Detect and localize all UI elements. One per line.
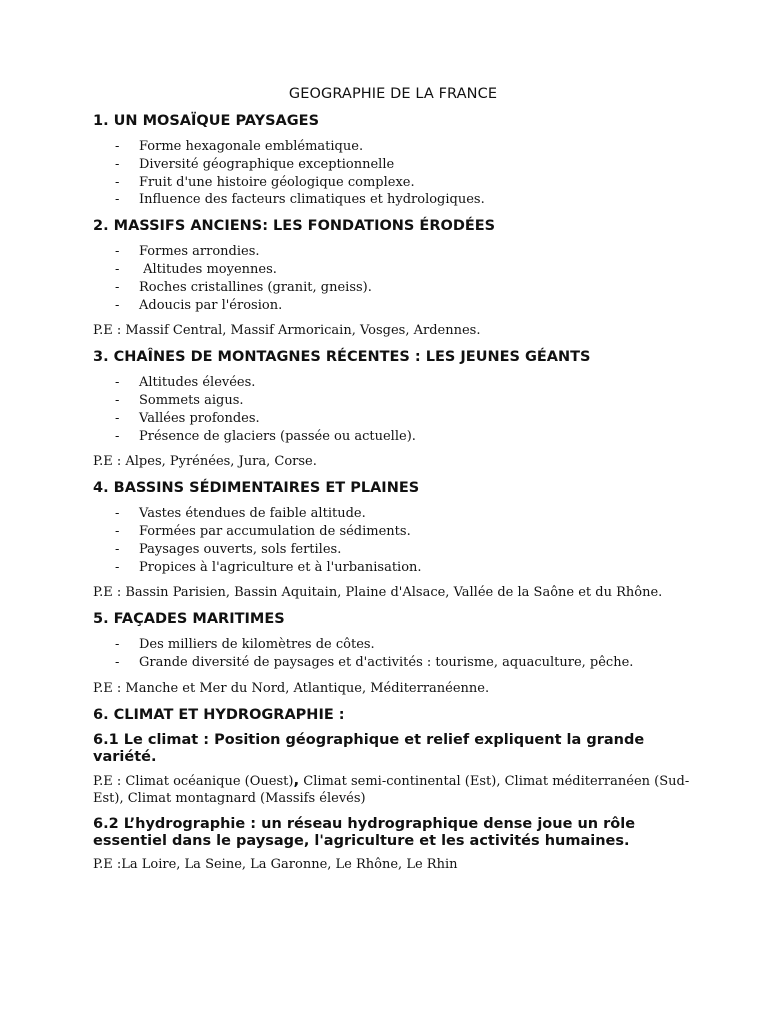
- bullet-list: [93, 243, 693, 314]
- example-paragraph: P.E : Manche et Mer du Nord, Atlantique, Méditerranéenne.: [93, 680, 490, 696]
- list-item: - Vastes étendues de faible altitude.: [93, 505, 693, 523]
- document-title: GEOGRAPHIE DE LA FRANCE: [288, 86, 498, 102]
- section-heading: 3. CHAÎNES DE MONTAGNES RÉCENTES : LES JEUNES GÉANTS: [93, 349, 591, 366]
- bullet-list: [93, 374, 693, 445]
- section-heading: 6. CLIMAT ET HYDROGRAPHIE :: [93, 706, 345, 723]
- list-item: - Vallées profondes.: [93, 410, 693, 428]
- document-page: [93, 86, 693, 882]
- section-1: [93, 112, 693, 209]
- list-item: - Formées par accumulation de sédiments.: [93, 523, 693, 541]
- list-item: - Fruit d'une histoire géologique complexe.: [93, 174, 693, 192]
- list-item: - Grande diversité de paysages et d'activités : tourisme, aquaculture, pêche.: [93, 654, 693, 672]
- section-heading: 4. BASSINS SÉDIMENTAIRES ET PLAINES: [93, 480, 420, 497]
- list-item: - Altitudes moyennes.: [93, 261, 693, 279]
- list-item: - Influence des facteurs climatiques et hydrologiques.: [93, 191, 693, 209]
- bullet-list: [93, 505, 693, 576]
- section-heading: 2. MASSIFS ANCIENS: LES FONDATIONS ÉRODÉES: [93, 218, 496, 235]
- section-4: [93, 479, 693, 602]
- bullet-list: [93, 636, 693, 672]
- section-heading: 5. FAÇADES MARITIMES: [93, 611, 285, 628]
- subsection-heading: 6.1 Le climat : Position géographique et relief expliquent la grande variété.: [93, 731, 645, 765]
- list-item: - Paysages ouverts, sols fertiles.: [93, 541, 693, 559]
- list-item: - Présence de glaciers (passée ou actuelle).: [93, 428, 693, 446]
- bullet-list: [93, 138, 693, 209]
- section-5: [93, 610, 693, 697]
- example-text: P.E : Climat océanique (Ouest): [93, 773, 294, 789]
- subsection-heading: 6.2 L’hydrographie : un réseau hydrographique dense joue un rôle essentiel dans le paysage, l'agriculture et les activités humaines.: [93, 816, 636, 850]
- section-3: [93, 348, 693, 471]
- list-item: - Adoucis par l'érosion.: [93, 297, 693, 315]
- list-item: - Forme hexagonale emblématique.: [93, 138, 693, 156]
- example-paragraph: [93, 772, 693, 809]
- list-item: - Formes arrondies.: [93, 243, 693, 261]
- example-text: Climat semi-continental (Est), Climat méditerranéen (Sud-Est), Climat montagnard (Massifs élevés): [93, 773, 690, 807]
- list-item: - Propices à l'agriculture et à l'urbanisation.: [93, 559, 693, 577]
- list-item: - Diversité géographique exceptionnelle: [93, 156, 693, 174]
- example-text: ,: [293, 770, 300, 789]
- example-paragraph: P.E :La Loire, La Seine, La Garonne, Le Rhône, Le Rhin: [93, 857, 458, 873]
- list-item: - Sommets aigus.: [93, 392, 693, 410]
- example-paragraph: P.E : Alpes, Pyrénées, Jura, Corse.: [93, 454, 317, 470]
- list-item: - Altitudes élevées.: [93, 374, 693, 392]
- section-2: [93, 217, 693, 340]
- section-heading: 1. UN MOSAÏQUE PAYSAGES: [93, 113, 320, 129]
- section-6: [93, 706, 693, 874]
- example-paragraph: P.E : Bassin Parisien, Bassin Aquitain, Plaine d'Alsace, Vallée de la Saône et du Rhône.: [93, 585, 663, 601]
- example-paragraph: P.E : Massif Central, Massif Armoricain, Vosges, Ardennes.: [93, 323, 481, 339]
- list-item: - Des milliers de kilomètres de côtes.: [93, 636, 693, 654]
- list-item: - Roches cristallines (granit, gneiss).: [93, 279, 693, 297]
